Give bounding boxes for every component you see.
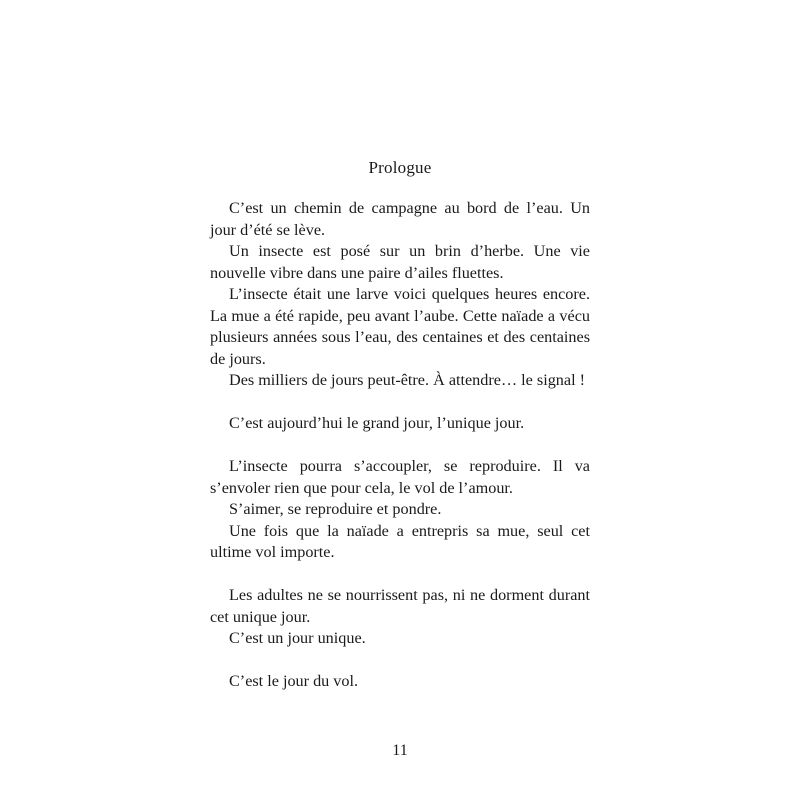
paragraph: C’est un chemin de campagne au bord de l’eau. Un jour d’été se lève. <box>210 199 590 239</box>
paragraph: C’est aujourd’hui le grand jour, l’unique jour. <box>229 414 525 432</box>
paragraph: Un insecte est posé sur un brin d’herbe. Une vie nouvelle vibre dans une paire d’ailes fluettes. <box>210 242 590 282</box>
paragraph: Les adultes ne se nourrissent pas, ni ne dorment durant cet unique jour. <box>210 586 590 626</box>
paragraph: S’aimer, se reproduire et pondre. <box>229 500 442 518</box>
paragraph: Une fois que la naïade a entrepris sa mue, seul cet ultime vol importe. <box>210 521 590 561</box>
paragraph: Des milliers de jours peut-être. À attendre… le signal ! <box>229 371 586 389</box>
paragraph: L’insecte pourra s’accoupler, se reproduire. Il va s’envoler rien que pour cela, le vol de l’amour. <box>210 457 590 497</box>
paragraph: C’est un jour unique. <box>229 629 366 647</box>
page-number: 11 <box>392 742 408 759</box>
body-text <box>210 198 590 693</box>
paragraph: L’insecte était une larve voici quelques heures encore. La mue a été rapide, peu avant l’aube. Cette naïade a vécu plusieurs années sous l’eau, des centaines et des centaines de jours. <box>210 285 590 368</box>
paragraph: C’est le jour du vol. <box>229 672 359 690</box>
chapter-title: Prologue <box>368 158 432 177</box>
